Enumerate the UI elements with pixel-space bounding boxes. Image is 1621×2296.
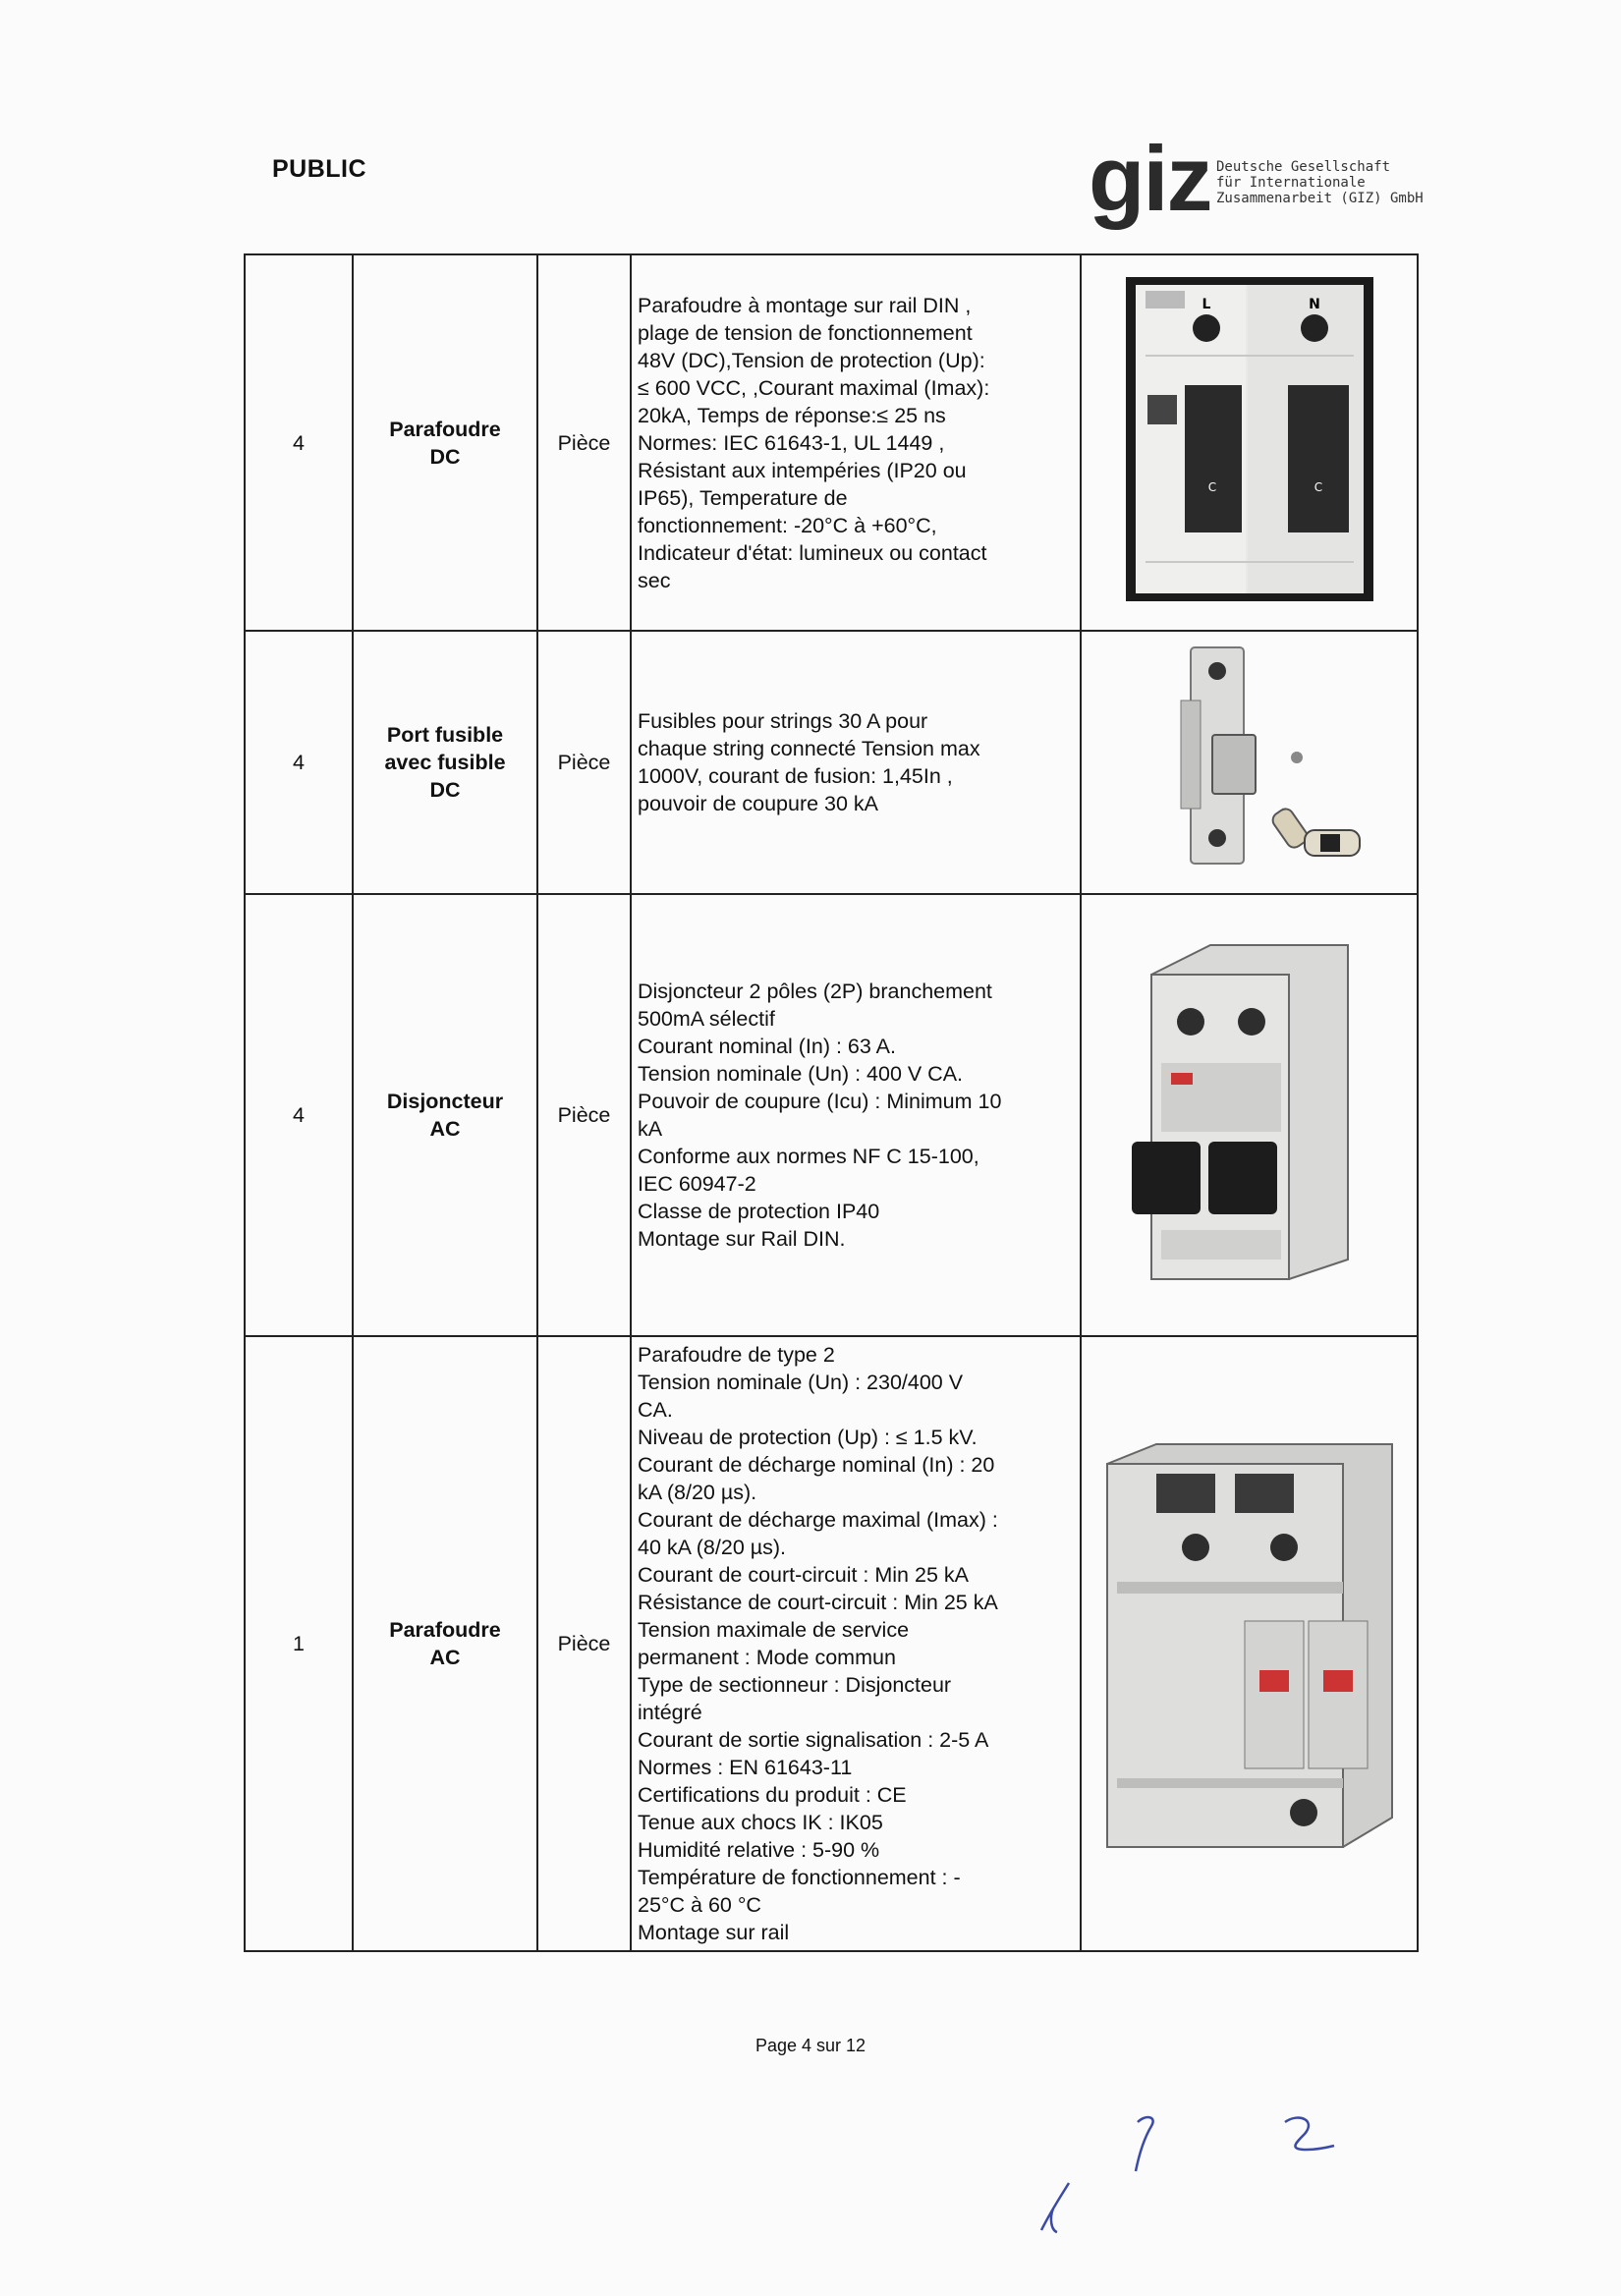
- description-line: Disjoncteur 2 pôles (2P) branchement: [638, 980, 992, 1003]
- description-line: Courant de décharge nominal (In) : 20: [638, 1453, 995, 1477]
- description-line: permanent : Mode commun: [638, 1646, 896, 1669]
- svg-text:L: L: [1202, 297, 1210, 312]
- description-line: CA.: [638, 1398, 673, 1422]
- product-image-cell: [1081, 631, 1418, 894]
- svg-text:C: C: [1314, 480, 1322, 494]
- description-line: Fusibles pour strings 30 A pour: [638, 709, 928, 733]
- description-line: Tension maximale de service: [638, 1618, 910, 1642]
- description-line: Certifications du produit : CE: [638, 1783, 907, 1807]
- designation-line: Parafoudre: [389, 417, 501, 441]
- designation-line: DC: [429, 444, 461, 469]
- description-line: 40 kA (8/20 µs).: [638, 1536, 787, 1559]
- description-line: kA: [638, 1117, 663, 1141]
- description-line: IP65), Temperature de: [638, 485, 848, 510]
- fuse-holder-image: [1132, 642, 1368, 877]
- dc-surge-protector-image: [1126, 277, 1373, 601]
- description-line: 1000V, courant de fusion: 1,45In ,: [638, 764, 953, 788]
- designation-line: avec fusible: [384, 751, 506, 774]
- description-line: fonctionnement: -20°C à +60°C,: [638, 513, 937, 537]
- description-line: Montage sur rail: [638, 1921, 790, 1944]
- description-line: Classe de protection IP40: [638, 1200, 880, 1223]
- page-number: Page 4 sur 12: [755, 2036, 866, 2055]
- description-line: Indicateur d'état: lumineux ou contact: [638, 540, 987, 565]
- designation-cell: [353, 254, 537, 631]
- designation-cell: [353, 1336, 537, 1951]
- quantity-cell: 4: [245, 894, 353, 1336]
- designation-line: AC: [429, 1117, 461, 1141]
- description-line: Courant nominal (In) : 63 A.: [638, 1035, 896, 1058]
- description-cell: [631, 1336, 1081, 1951]
- description-line: Température de fonctionnement : -: [638, 1866, 961, 1889]
- description-line: 25°C à 60 °C: [638, 1893, 761, 1917]
- unit-cell: Pièce: [537, 1336, 631, 1951]
- designation-line: Parafoudre: [389, 1618, 501, 1642]
- quantity-cell: 1: [245, 1336, 353, 1951]
- designation-cell: [353, 631, 537, 894]
- unit-cell: Pièce: [537, 894, 631, 1336]
- description-cell: [631, 631, 1081, 894]
- specifications-table: [244, 253, 1419, 1952]
- table-row: [245, 894, 1418, 1336]
- description-line: intégré: [638, 1701, 702, 1724]
- handwritten-initials: [1022, 2093, 1375, 2240]
- description-line: Résistant aux intempéries (IP20 ou: [638, 458, 967, 482]
- unit-cell: Pièce: [537, 631, 631, 894]
- description-line: Courant de sortie signalisation : 2-5 A: [638, 1728, 989, 1752]
- giz-logo-line: Deutsche Gesellschaft: [1216, 159, 1391, 175]
- description-line: Parafoudre à montage sur rail DIN ,: [638, 293, 972, 317]
- description-line: 20kA, Temps de réponse:≤ 25 ns: [638, 403, 946, 427]
- description-cell: [631, 254, 1081, 631]
- quantity-cell: 4: [245, 254, 353, 631]
- description-line: Courant de court-circuit : Min 25 kA: [638, 1563, 969, 1587]
- quantity-cell: 4: [245, 631, 353, 894]
- description-line: IEC 60947-2: [638, 1172, 756, 1196]
- table-row: [245, 254, 1418, 631]
- product-image-cell: [1081, 254, 1418, 631]
- description-line: Niveau de protection (Up) : ≤ 1.5 kV.: [638, 1426, 978, 1449]
- description-line: Humidité relative : 5-90 %: [638, 1838, 880, 1862]
- table-row: [245, 1336, 1418, 1951]
- svg-text:N: N: [1308, 297, 1320, 312]
- product-image-cell: [1081, 1336, 1418, 1951]
- designation-line: DC: [429, 778, 461, 802]
- description-line: ≤ 600 VCC, ,Courant maximal (Imax):: [638, 375, 990, 400]
- svg-text:C: C: [1207, 480, 1216, 494]
- description-line: 500mA sélectif: [638, 1007, 775, 1031]
- description-cell: [631, 894, 1081, 1336]
- ac-circuit-breaker-image: [1122, 935, 1377, 1289]
- designation-line: Disjoncteur: [386, 1090, 504, 1113]
- giz-logo-line: Zusammenarbeit (GIZ) GmbH: [1216, 191, 1424, 206]
- description-line: Résistance de court-circuit : Min 25 kA: [638, 1591, 998, 1614]
- description-line: kA (8/20 µs).: [638, 1481, 757, 1504]
- description-line: Type de sectionneur : Disjoncteur: [638, 1673, 952, 1697]
- description-line: Normes : EN 61643-11: [638, 1756, 853, 1779]
- description-line: Courant de décharge maximal (Imax) :: [638, 1508, 998, 1532]
- description-line: pouvoir de coupure 30 kA: [638, 792, 879, 815]
- classification-label: PUBLIC: [272, 155, 367, 183]
- description-line: Tenue aux chocs IK : IK05: [638, 1811, 883, 1834]
- ac-surge-protector-image: [1097, 1425, 1402, 1857]
- description-line: chaque string connecté Tension max: [638, 737, 980, 760]
- description-line: Pouvoir de coupure (Icu) : Minimum 10: [638, 1090, 1002, 1113]
- designation-line: AC: [429, 1646, 461, 1669]
- designation-line: Port fusible: [386, 723, 504, 747]
- description-line: plage de tension de fonctionnement: [638, 320, 973, 345]
- giz-logo-mark: giz: [1089, 127, 1211, 230]
- description-line: Parafoudre de type 2: [638, 1343, 835, 1367]
- description-line: sec: [638, 568, 671, 592]
- product-image-cell: [1081, 894, 1418, 1336]
- description-line: Tension nominale (Un) : 400 V CA.: [638, 1062, 964, 1086]
- description-line: Montage sur Rail DIN.: [638, 1227, 846, 1251]
- description-line: Normes: IEC 61643-1, UL 1449 ,: [638, 430, 945, 455]
- giz-logo-text: [1216, 159, 1540, 206]
- description-line: Conforme aux normes NF C 15-100,: [638, 1145, 979, 1168]
- table-row: [245, 631, 1418, 894]
- description-line: 48V (DC),Tension de protection (Up):: [638, 348, 985, 372]
- giz-logo-line: für Internationale: [1216, 175, 1366, 191]
- unit-cell: Pièce: [537, 254, 631, 631]
- designation-cell: [353, 894, 537, 1336]
- description-line: Tension nominale (Un) : 230/400 V: [638, 1371, 964, 1394]
